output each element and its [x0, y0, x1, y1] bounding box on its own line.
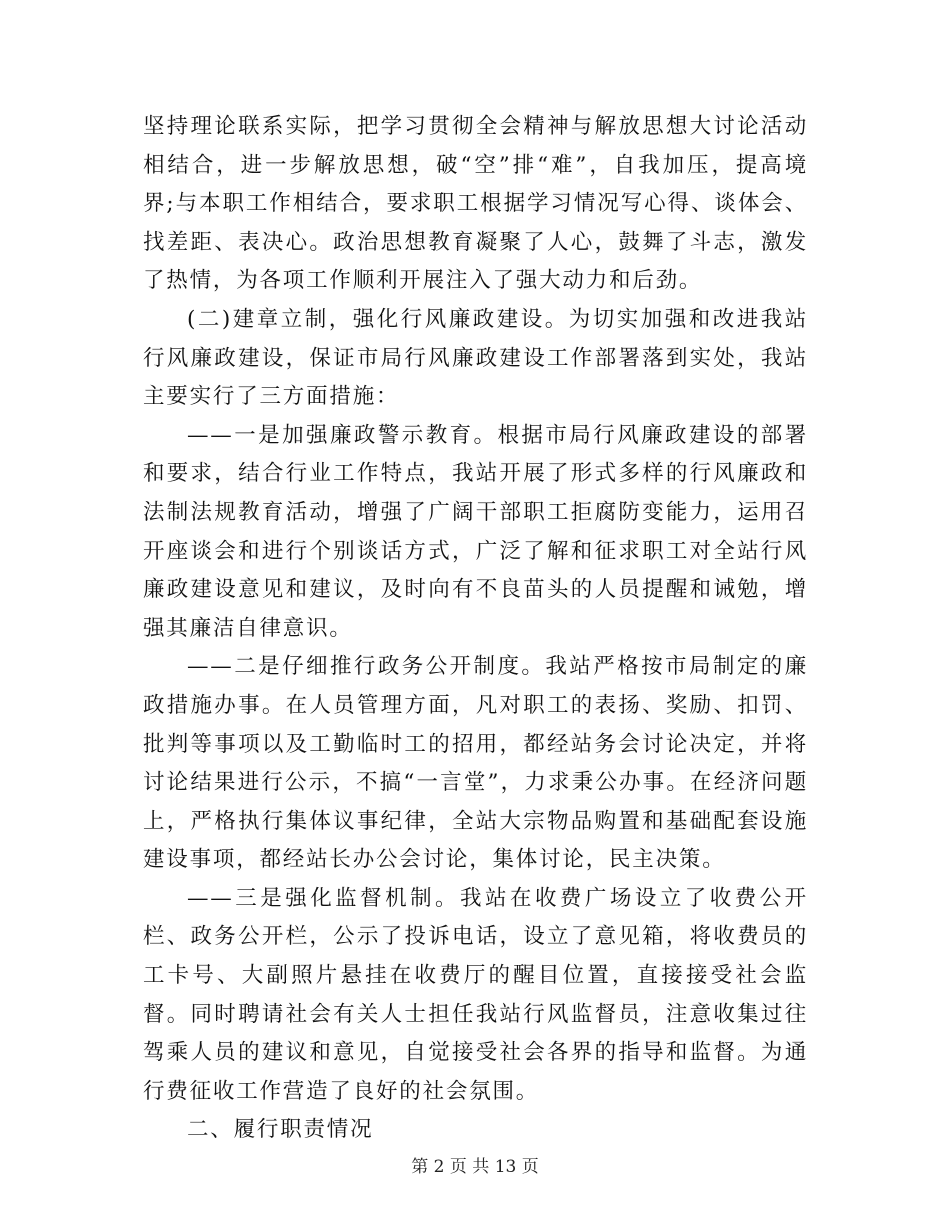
paragraph-study-integration: 坚持理论联系实际，把学习贯彻全会精神与解放思想大讨论活动相结合，进一步解放思想，破“空”排“难”，自我加压，提高境界;与本职工作相结合，要求职工根据学习情况写心得、谈体会、找差距、表决心。政治思想教育凝聚了人心，鼓舞了斗志，激发了热情，为各项工作顺利开展注入了强大动力和后劲。: [143, 114, 808, 294]
page-number-footer: 第 2 页 共 13 页: [411, 1157, 539, 1177]
document-body: [143, 108, 808, 1150]
paragraph-measure-1: ——一是加强廉政警示教育。根据市局行风廉政建设的部署和要求，结合行业工作特点，我站开展了形式多样的行风廉政和法制法规教育活动，增强了广阔干部职工拒腐防变能力，运用召开座谈会和进行个别谈话方式，广泛了解和征求职工对全站行风廉政建设意见和建议，及时向有不良苗头的人员提醒和诫勉，增强其廉洁自律意识。: [143, 422, 808, 641]
paragraph-measure-3: ——三是强化监督机制。我站在收费广场设立了收费公开栏、政务公开栏，公示了投诉电话，设立了意见箱，将收费员的工卡号、大副照片悬挂在收费厅的醒目位置，直接接受社会监督。同时聘请社会有关人士担任我站行风监督员，注意收集过往驾乘人员的建议和意见，自觉接受社会各界的指导和监督。为通行费征收工作营造了良好的社会氛围。: [143, 885, 808, 1104]
section-heading-duties: 二、履行职责情况: [187, 1117, 374, 1143]
paragraph-section-heading-2: (二)建章立制，强化行风廉政建设。为切实加强和改进我站行风廉政建设，保证市局行风廉政建设工作部署落到实处，我站主要实行了三方面措施：: [143, 306, 808, 410]
paragraph-measure-2: ——二是仔细推行政务公开制度。我站严格按市局制定的廉政措施办事。在人员管理方面，凡对职工的表扬、奖励、扣罚、批判等事项以及工勤临时工的招用，都经站务会讨论决定，并将讨论结果进行公示，不搞“一言堂”，力求秉公办事。在经济问题上，严格执行集体议事纪律，全站大宗物品购置和基础配套设施建设事项，都经站长办公会讨论，集体讨论，民主决策。: [143, 654, 808, 873]
